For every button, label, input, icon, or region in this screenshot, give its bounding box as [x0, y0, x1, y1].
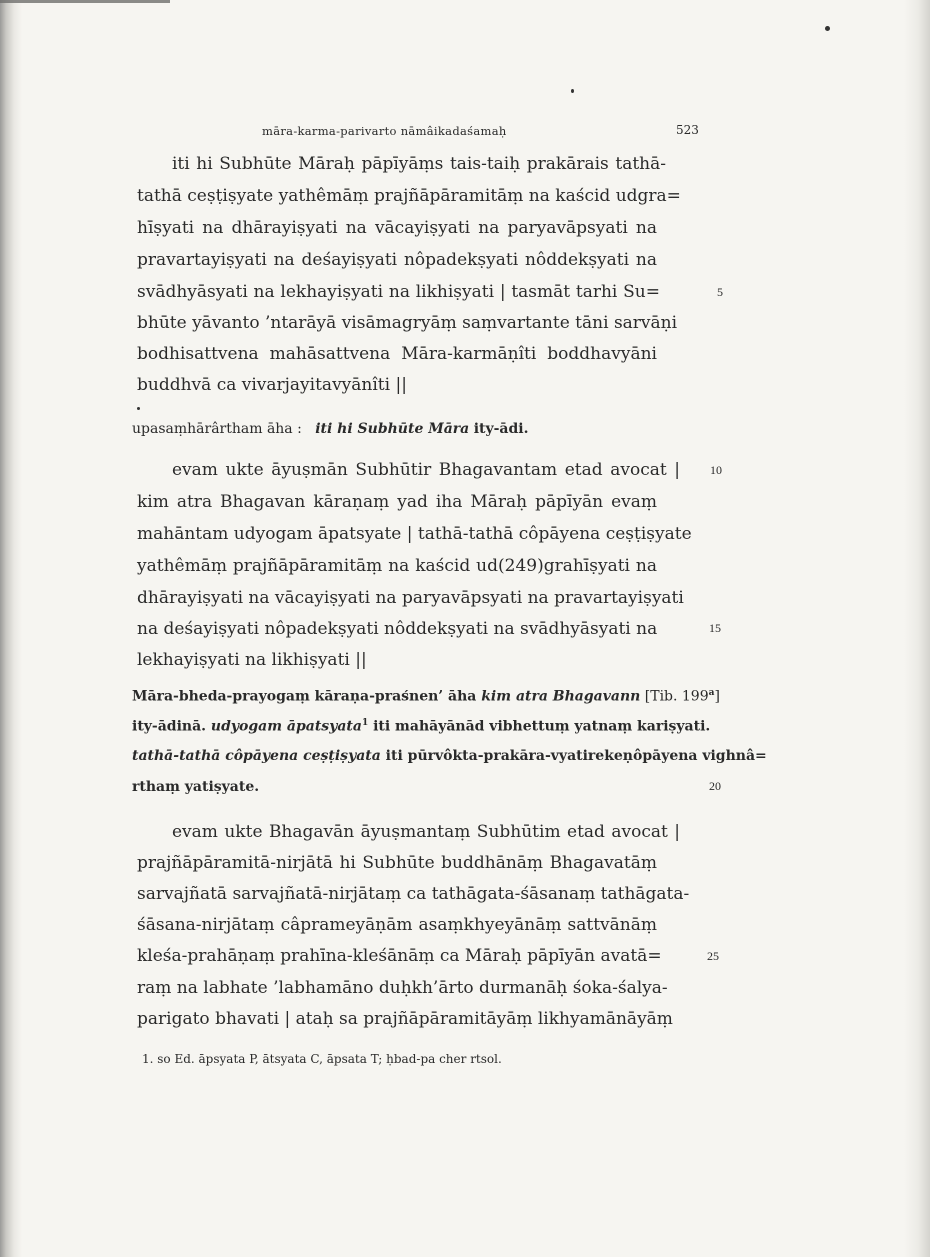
text-line: prajñāpāramitā-nirjātā hi Subhūte buddhānāṃ Bhagavatāṃ [137, 853, 657, 873]
commentary-text: ity-ādinā. [132, 718, 211, 735]
text-line: evam ukte āyuṣmān Subhūtir Bhagavantam etad avocat | [172, 460, 680, 480]
text-line: hīṣyati na dhārayiṣyati na vācayiṣyati na paryavāpsyati na [137, 218, 657, 238]
text-line: kleśa-prahāṇaṃ prahīna-kleśānāṃ ca Māraḥ pāpīyān avatā= [137, 946, 662, 966]
line-number: 25 [707, 949, 719, 963]
text-line: svādhyāsyati na lekhayiṣyati na likhiṣyati | tasmāt tarhi Su= [137, 282, 660, 302]
commentary-text: rthaṃ yatiṣyate. [132, 779, 260, 795]
text-line: dhārayiṣyati na vācayiṣyati na paryavāpsyati na pravartayiṣyati [137, 588, 684, 608]
text-line: yathêmāṃ prajñāpāramitāṃ na kaścid ud(249)grahīṣyati na [137, 556, 657, 576]
text-line: tathā ceṣṭiṣyate yathêmāṃ prajñāpāramitāṃ na kaścid udgra= [137, 186, 681, 206]
running-title: māra-karma-parivarto nāmâikadaśamaḥ [262, 124, 507, 138]
text-line: lekhayiṣyati na likhiṣyati || [137, 650, 367, 670]
speck [137, 407, 140, 410]
text-line: raṃ na labhate ’labhamāno duḥkh’ārto durmanāḥ śoka-śalya- [137, 978, 668, 998]
text-line: parigato bhavati | ataḥ sa prajñāpāramitāyāṃ likhyamānāyāṃ [137, 1009, 673, 1029]
footnote: 1. so Ed. āpsyata P, ātsyata C, āpsata T; ḥbad-pa cher rtsol. [142, 1052, 502, 1066]
commentary-text: Māra-bheda-prayogaṃ kāraṇa-praśnen’ āha [132, 688, 482, 705]
text-line: evam ukte Bhagavān āyuṣmantaṃ Subhūtim etad avocat | [172, 822, 680, 842]
text-line: kim atra Bhagavan kāraṇaṃ yad iha Māraḥ pāpīyān evaṃ [137, 492, 657, 512]
scan-edge-top [0, 0, 170, 43]
scan-edge-right [904, 0, 930, 1257]
commentary-quote: iti hi Subhūte Māra [315, 421, 470, 437]
superscript: a [708, 688, 715, 698]
commentary-line [132, 748, 767, 764]
commentary-quote: kim atra Bhagavann [481, 688, 641, 705]
commentary-line [132, 779, 259, 795]
text-line: bhūte yāvanto ’ntarāyā visāmagryāṃ saṃvartante tāni sarvāṇi [137, 313, 678, 333]
text-line: buddhvā ca vivarjayitavyānîti || [137, 375, 407, 395]
text-line: śāsana-nirjātaṃ câprameyāṇām asaṃkhyeyānāṃ sattvānāṃ [137, 915, 657, 935]
commentary-line [132, 688, 720, 705]
line-number: 5 [717, 285, 723, 299]
commentary-text: [Tib. 199 [640, 688, 709, 705]
commentary-1 [132, 421, 529, 437]
page-number: 523 [676, 123, 699, 137]
text-line: bodhisattvena mahāsattvena Māra-karmāṇîti boddhavyāni [137, 344, 657, 364]
speck [571, 89, 574, 93]
text-line: na deśayiṣyati nôpadekṣyati nôddekṣyati na svādhyāsyati na [137, 619, 658, 639]
commentary-tail: ity-ādi. [473, 421, 529, 437]
speck [825, 26, 830, 31]
line-number: 10 [710, 463, 722, 477]
commentary-text: iti pūrvôkta-prakāra-vyatirekeṇôpāyena vighnâ= [380, 748, 767, 764]
text-line: mahāntam udyogam āpatsyate | tathā-tathā côpāyena ceṣṭiṣyate [137, 524, 692, 544]
commentary-quote: tathā-tathā côpāyena ceṣṭiṣyata [132, 748, 381, 764]
commentary-line [132, 718, 711, 735]
line-number: 20 [709, 779, 721, 793]
scan-edge-left [0, 0, 22, 1257]
commentary-quote: udyogam āpatsyata [210, 718, 362, 735]
text-line: pravartayiṣyati na deśayiṣyati nôpadekṣyati nôddekṣyati na [137, 250, 657, 270]
text-line: iti hi Subhūte Māraḥ pāpīyāṃs tais-taiḥ prakārais tathā- [172, 154, 666, 174]
line-number: 15 [709, 621, 721, 635]
text-line: sarvajñatā sarvajñatā-nirjātaṃ ca tathāgata-śāsanaṃ tathāgata- [137, 884, 690, 904]
commentary-text: ] [714, 688, 720, 705]
commentary-lead: upasaṃhārârtham āha : [132, 421, 302, 437]
footnote-ref: 1 [361, 718, 369, 728]
commentary-text: iti mahāyānād vibhettuṃ yatnaṃ kariṣyati. [368, 718, 711, 735]
